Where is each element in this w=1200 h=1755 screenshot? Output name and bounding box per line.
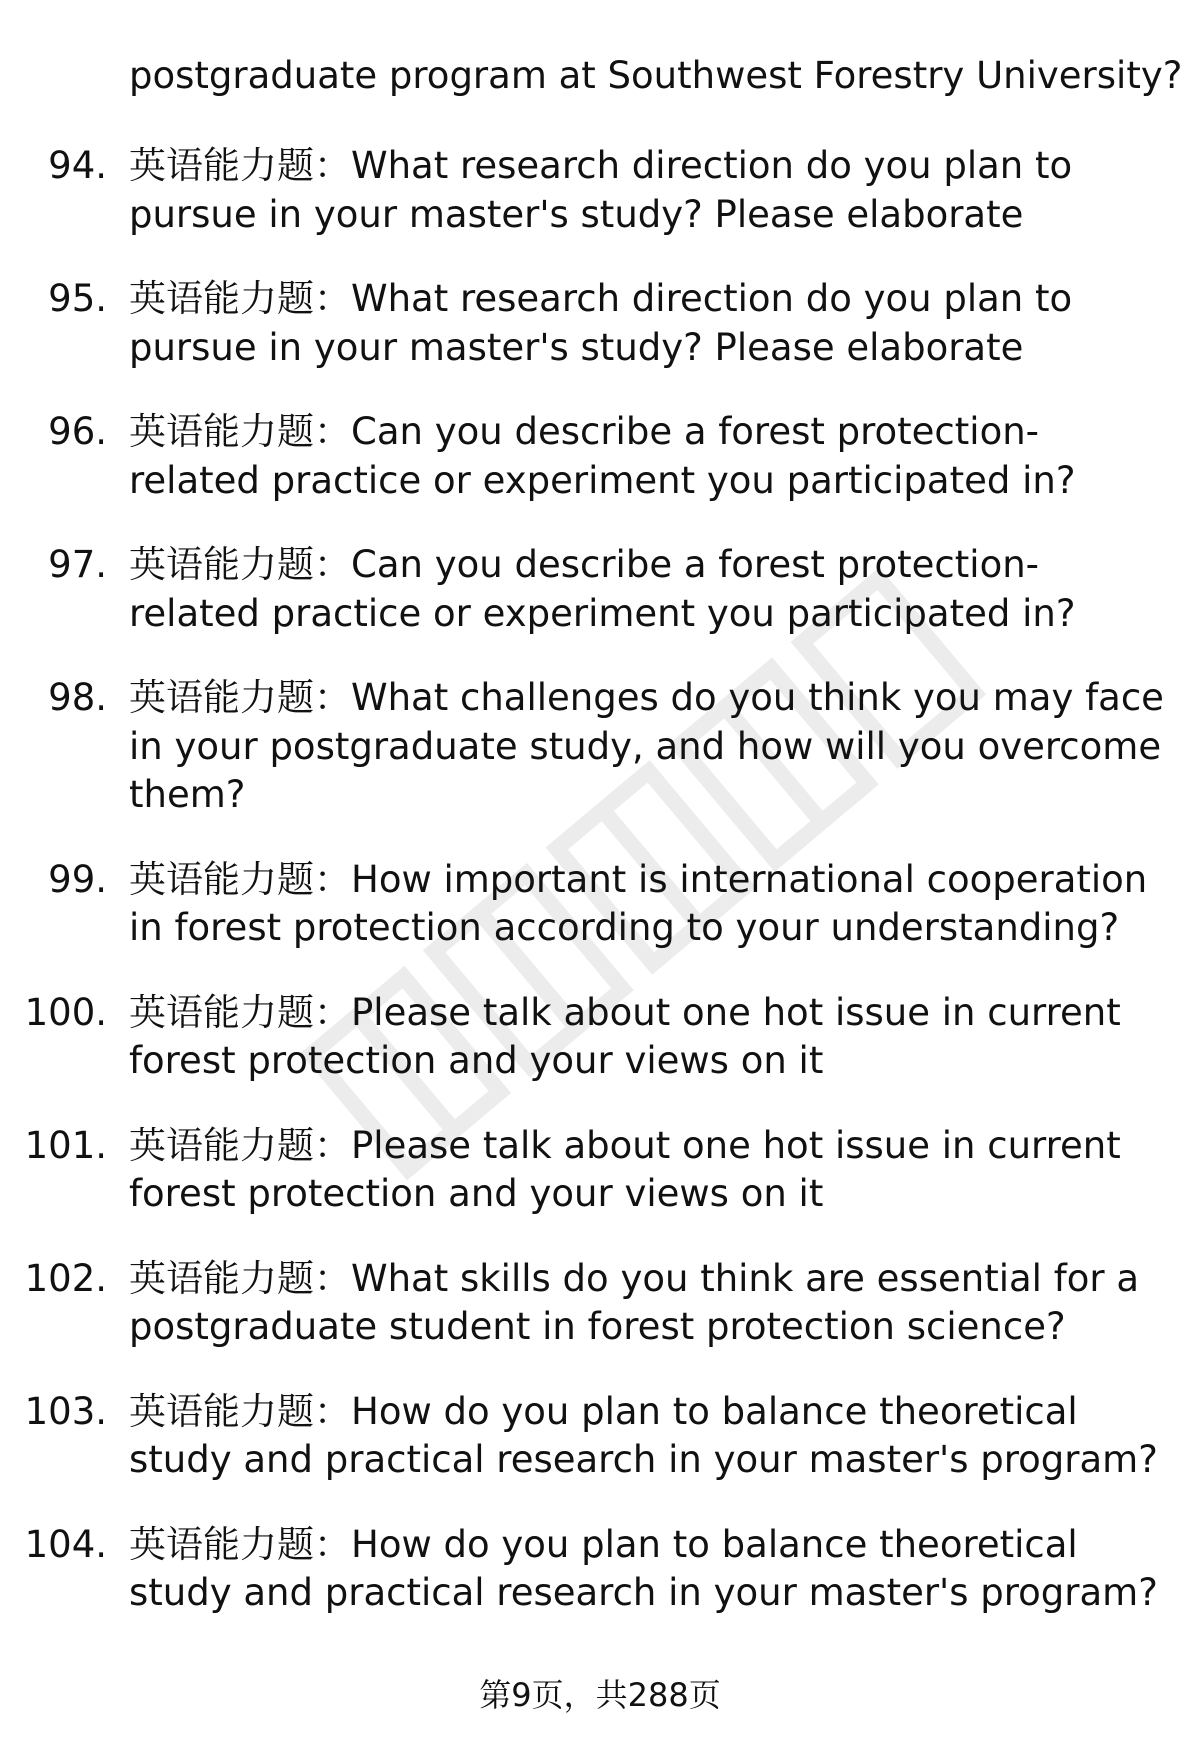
question-body: How do you plan to balance theoretical study and practical research in your master's program? <box>129 1522 1158 1614</box>
question-category-label: 英语能力题： <box>129 1389 351 1433</box>
continued-question-text: postgraduate program at Southwest Forestry University? <box>129 54 1183 97</box>
question-item <box>0 1521 1200 1618</box>
question-category-label: 英语能力题： <box>129 410 351 453</box>
question-number: 100. <box>24 990 107 1034</box>
question-body: Please talk about one hot issue in current forest protection and your views on it <box>129 1123 1121 1215</box>
question-category-label: 英语能力题： <box>129 1256 351 1300</box>
question-number: 101. <box>24 1123 107 1167</box>
question-item <box>0 856 1200 953</box>
question-number: 94. <box>48 144 107 187</box>
question-text <box>129 275 1169 372</box>
question-number: 102. <box>24 1256 107 1300</box>
question-item <box>0 408 1200 505</box>
question-text <box>129 142 1169 239</box>
question-item <box>0 674 1200 820</box>
question-number: 96. <box>48 410 107 453</box>
question-item <box>0 989 1200 1086</box>
question-item <box>0 142 1200 239</box>
question-text <box>129 1388 1169 1485</box>
question-text <box>129 1521 1169 1618</box>
question-category-label: 英语能力题： <box>129 857 351 901</box>
question-text <box>129 1122 1169 1219</box>
question-category-label: 英语能力题： <box>129 277 351 320</box>
question-number: 103. <box>24 1389 107 1433</box>
question-text <box>129 541 1169 638</box>
question-category-label: 英语能力题： <box>129 1123 351 1167</box>
question-number: 95. <box>48 277 107 320</box>
question-body: Please talk about one hot issue in current forest protection and your views on it <box>129 990 1121 1082</box>
question-text <box>129 408 1169 505</box>
question-text <box>129 674 1169 820</box>
question-category-label: 英语能力题： <box>129 990 351 1034</box>
question-category-label: 英语能力题： <box>129 1522 351 1566</box>
question-body: Can you describe a forest protection-related practice or experiment you participated in? <box>129 543 1076 635</box>
question-number: 98. <box>48 676 107 719</box>
question-body: Can you describe a forest protection-related practice or experiment you participated in? <box>129 410 1076 502</box>
question-item <box>0 1388 1200 1485</box>
question-category-label: 英语能力题： <box>129 144 351 187</box>
question-text <box>129 856 1169 953</box>
question-text <box>129 1255 1169 1352</box>
question-item <box>0 1122 1200 1219</box>
question-category-label: 英语能力题： <box>129 543 351 586</box>
question-list <box>0 142 1200 1654</box>
question-body: What skills do you think are essential for a postgraduate student in forest protection science? <box>129 1256 1140 1348</box>
question-body: How important is international cooperation in forest protection according to your understanding? <box>129 857 1148 949</box>
question-body: What research direction do you plan to pursue in your master's study? Please elaborate <box>129 277 1073 369</box>
question-category-label: 英语能力题： <box>129 676 351 719</box>
question-item <box>0 275 1200 372</box>
question-item <box>0 1255 1200 1352</box>
question-number: 104. <box>24 1522 107 1566</box>
question-number: 97. <box>48 543 107 586</box>
question-body: What challenges do you think you may face in your postgraduate study, and how will you overcome them? <box>129 676 1164 816</box>
question-text <box>129 989 1169 1086</box>
question-body: What research direction do you plan to pursue in your master's study? Please elaborate <box>129 144 1073 236</box>
page-number: 第9页，共288页 <box>479 1676 721 1714</box>
question-body: How do you plan to balance theoretical study and practical research in your master's program? <box>129 1389 1158 1481</box>
question-item <box>0 541 1200 638</box>
question-number: 99. <box>48 857 107 901</box>
